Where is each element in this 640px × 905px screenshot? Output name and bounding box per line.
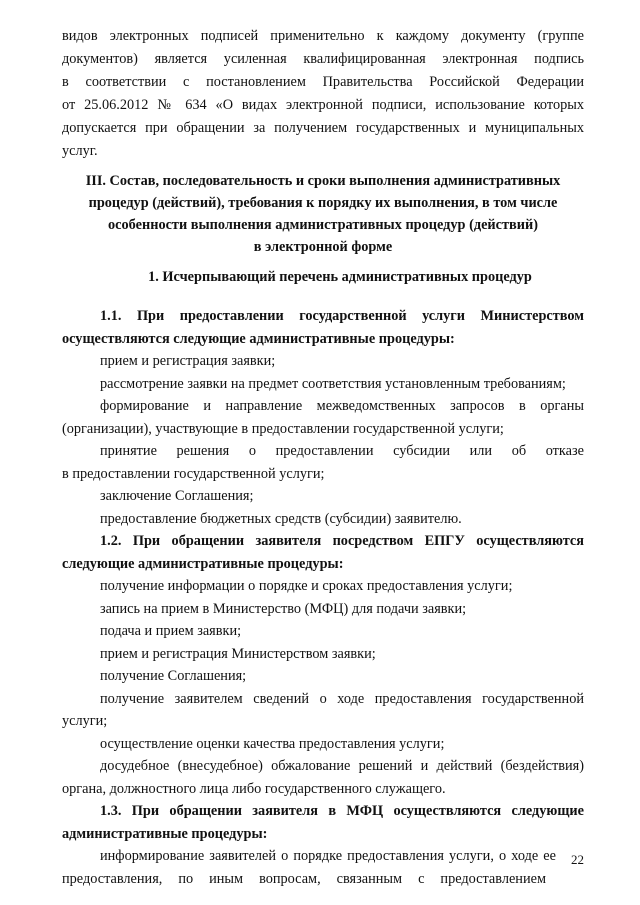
paragraph-heading: 1.1. При предоставлении государственной услуги Министерством bbox=[100, 308, 584, 324]
text-line: допускается при обращении за получением государственных и муниципальных bbox=[62, 120, 584, 136]
list-item: досудебное (внесудебное) обжалование решений и действий (бездействия) bbox=[100, 758, 584, 774]
list-item: принятие решения о предоставлении субсидии или об отказе bbox=[100, 443, 584, 459]
list-item: формирование и направление межведомственных запросов в органы bbox=[100, 398, 584, 414]
list-item: заключение Соглашения; bbox=[100, 488, 254, 504]
section-heading: особенности выполнения административных процедур (действий) bbox=[108, 217, 538, 233]
page-number: 22 bbox=[571, 852, 584, 867]
list-item: предоставление бюджетных средств (субсидии) заявителю. bbox=[100, 511, 462, 527]
list-item: подача и прием заявки; bbox=[100, 623, 242, 639]
paragraph-heading: осуществляются следующие административные процедуры: bbox=[62, 331, 455, 347]
paragraph-heading: следующие административные процедуры: bbox=[62, 556, 344, 572]
section-heading: в электронной форме bbox=[253, 239, 393, 255]
section-heading: процедур (действий), требования к порядку их выполнения, в том числе bbox=[88, 195, 558, 211]
list-item: получение Соглашения; bbox=[100, 668, 247, 684]
subsection-heading: 1. Исчерпывающий перечень административных процедур bbox=[148, 269, 532, 285]
list-item: (организации), участвующие в предоставлении государственной услуги; bbox=[62, 421, 504, 437]
paragraph-heading: 1.3. При обращении заявителя в МФЦ осуществляются следующие bbox=[100, 803, 584, 819]
list-item: прием и регистрация Министерством заявки; bbox=[100, 646, 376, 662]
list-item: прием и регистрация заявки; bbox=[100, 353, 276, 369]
text-line: документов) является усиленная квалифицированная электронная подпись bbox=[62, 51, 584, 67]
list-item: услуги; bbox=[62, 713, 108, 729]
text-line: предоставления, по иным вопросам, связанным с предоставлением bbox=[62, 871, 546, 887]
text-line: видов электронных подписей применительно к каждому документу (группе bbox=[62, 28, 584, 44]
paragraph-heading: административные процедуры: bbox=[62, 826, 268, 842]
list-item: получение информации о порядке и сроках предоставления услуги; bbox=[100, 578, 513, 594]
text-line: от 25.06.2012 № 634 «О видах электронной подписи, использование которых bbox=[62, 97, 584, 113]
list-item: в предоставлении государственной услуги; bbox=[62, 466, 325, 482]
text-line: в соответствии с постановлением Правительства Российской Федерации bbox=[62, 74, 584, 90]
list-item: рассмотрение заявки на предмет соответствия установленным требованиям; bbox=[100, 376, 566, 392]
text-line: информирование заявителей о порядке предоставления услуги, о ходе ее bbox=[100, 848, 556, 864]
list-item: запись на прием в Министерство (МФЦ) для подачи заявки; bbox=[100, 601, 467, 617]
list-item: органа, должностного лица либо государственного служащего. bbox=[62, 781, 446, 797]
text-line: услуг. bbox=[62, 143, 98, 159]
list-item: получение заявителем сведений о ходе предоставления государственной bbox=[100, 691, 584, 707]
paragraph-heading: 1.2. При обращении заявителя посредством ЕПГУ осуществляются bbox=[100, 533, 584, 549]
section-heading: III. Состав, последовательность и сроки выполнения административных bbox=[85, 173, 561, 189]
list-item: осуществление оценки качества предоставления услуги; bbox=[100, 736, 445, 752]
